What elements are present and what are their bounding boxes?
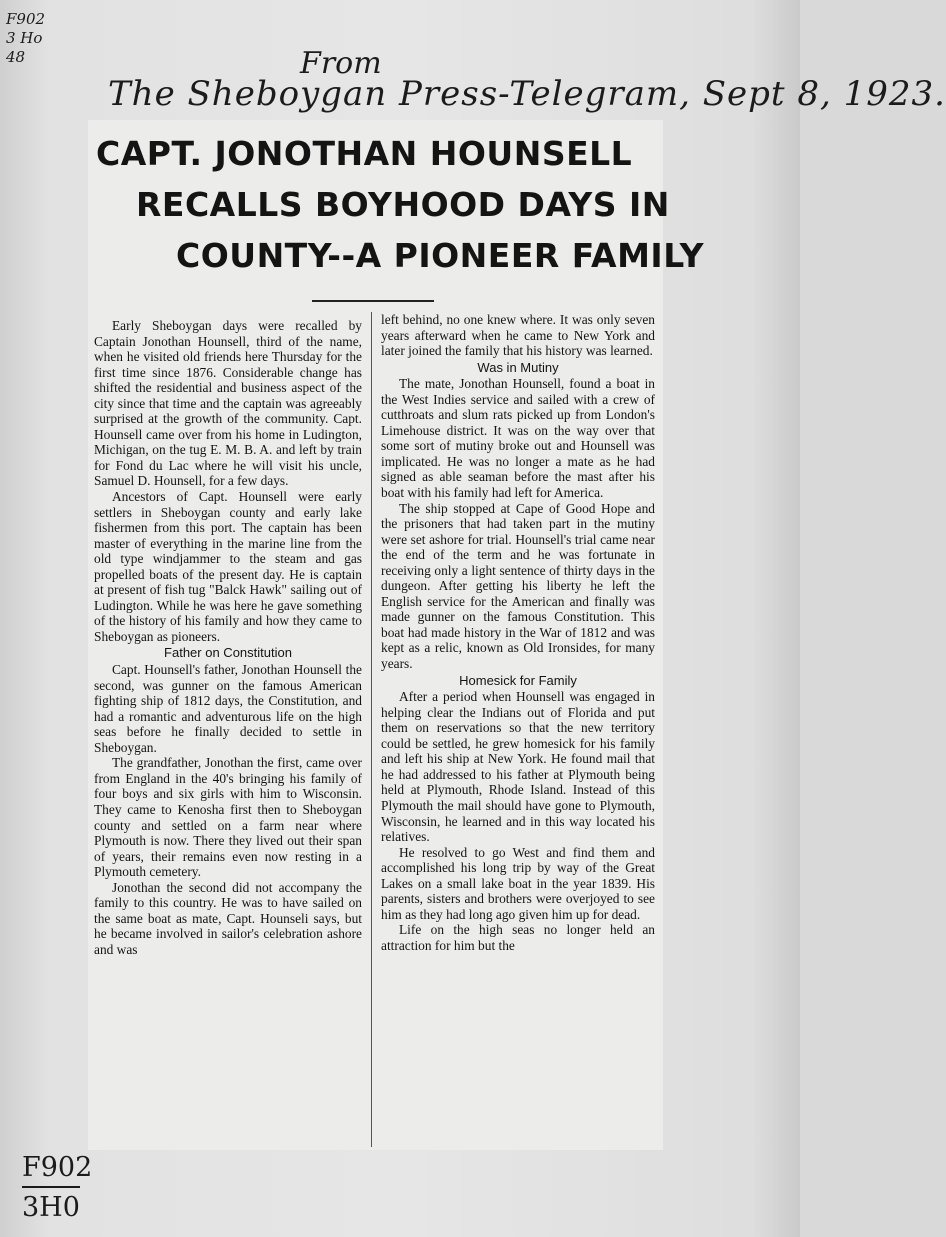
headline-line-3: COUNTY--A PIONEER FAMILY — [176, 236, 704, 275]
paragraph: The mate, Jonothan Hounsell, found a boat in the West Indies service and sailed with a crew of cutthroats and slum rats picked up from London's Limehouse district. It was on the way over that some sort of mutiny broke out and Hounsell was implicated. He was no longer a mate as he had signed as able seaman before the mast after his boat with his family had left for America. — [381, 376, 655, 501]
catalog-code: F902 — [6, 10, 46, 28]
paragraph: Capt. Hounsell's father, Jonothan Hounsell the second, was gunner on the famous American fighting ship of 1812 days, the Constitution, and had a romantic and adventurous life on the high seas before he finally decided to settle in Sheboygan. — [94, 662, 362, 755]
column-divider — [371, 312, 372, 1147]
source-line: The Sheboygan Press-Telegram, Sept 8, 1923. — [108, 74, 946, 114]
article-column-left — [94, 318, 362, 957]
subheading: Homesick for Family — [459, 672, 577, 688]
paragraph: left behind, no one knew where. It was only seven years afterward when he came to New York and later joined the family that his history was learned. — [381, 312, 655, 359]
paragraph: Life on the high seas no longer held an attraction for him but the — [381, 922, 655, 953]
paragraph: After a period when Hounsell was engaged in helping clear the Indians out of Florida and put them on reservations so that the new territory could be settled, he grew homesick for his family and left his ship at New York. He found mail that he had addressed to his father at Plymouth being held at Plymouth, Rhode Island. Instead of this Plymouth the mail should have gone to Plymouth, Wisconsin, he learned and in this way located his relatives. — [381, 689, 655, 845]
paragraph: Ancestors of Capt. Hounsell were early settlers in Sheboygan county and early lake fishermen from this port. The captain has been master of everything in the marine line from the old type windjammer to the steam and gas propelled boats of the present day. He is captain at present of fish tug "Balck Hawk" sailing out of Ludington. While he was here he gave something of the history of his family and how they came to Sheboygan as pioneers. — [94, 489, 362, 644]
catalog-note-bottom-left — [22, 1150, 92, 1226]
catalog-subcode: 3 Ho — [6, 29, 43, 47]
headline-rule — [312, 300, 434, 302]
subheading: Father on Constitution — [164, 645, 292, 661]
paragraph: He resolved to go West and find them and accomplished his long trip by way of the Great Lakes on a small lake boat in the year 1839. His parents, sisters and brothers were overjoyed to see him as they had long ago given him up for dead. — [381, 844, 655, 922]
paragraph: Early Sheboygan days were recalled by Captain Jonothan Hounsell, third of the name, when he visited old friends here Thursday for the first time since 1876. Considerable change has shifted the residential and business aspect of the city since that time and the captain was agreeably surprised at the growth of the community. Capt. Hounsell came over from his home in Ludington, Michigan, on the tug E. M. B. A. and left by train for Fond du Lac where he will visit his uncle, Samuel D. Hounsell, for a few days. — [94, 318, 362, 489]
headline-line-2: RECALLS BOYHOOD DAYS IN — [136, 185, 670, 224]
catalog-subcode-bottom: 3H0 — [22, 1186, 80, 1226]
catalog-code-bottom: F902 — [22, 1152, 93, 1183]
headline-line-1: CAPT. JONOTHAN HOUNSELL — [96, 134, 633, 173]
subheading: Was in Mutiny — [477, 359, 559, 375]
catalog-number: 48 — [6, 48, 26, 66]
article-headline — [94, 128, 704, 281]
paragraph: The grandfather, Jonothan the first, came over from England in the 40's bringing his family of four boys and six girls with him to Wisconsin. They came to Kenosha first then to Sheboygan county and settled on a farm near where Plymouth is now. There they lived out their span of years, their remains even now resting in a Plymouth cemetery. — [94, 755, 362, 880]
paragraph: Jonothan the second did not accompany the family to this country. He was to have sailed on the same boat as mate, Capt. Hounseli says, but he became involved in sailor's celebration ashore and was — [94, 879, 362, 957]
paragraph: The ship stopped at Cape of Good Hope and the prisoners that had taken part in the mutiny were set ashore for trial. Hounsell's trial came near the end of the term and he was fortunate in receiving only a light sentence of thirty days in the dungeon. After getting his liberty he left the English service for the American and finally was made gunner on the famous Constitution. This boat had made history in the War of 1812 and was kept as a relic, known as Old Ironsides, for many years. — [381, 500, 655, 672]
article-column-right — [381, 312, 655, 953]
catalog-note-top-left — [6, 10, 45, 67]
from-label: From — [300, 46, 382, 81]
